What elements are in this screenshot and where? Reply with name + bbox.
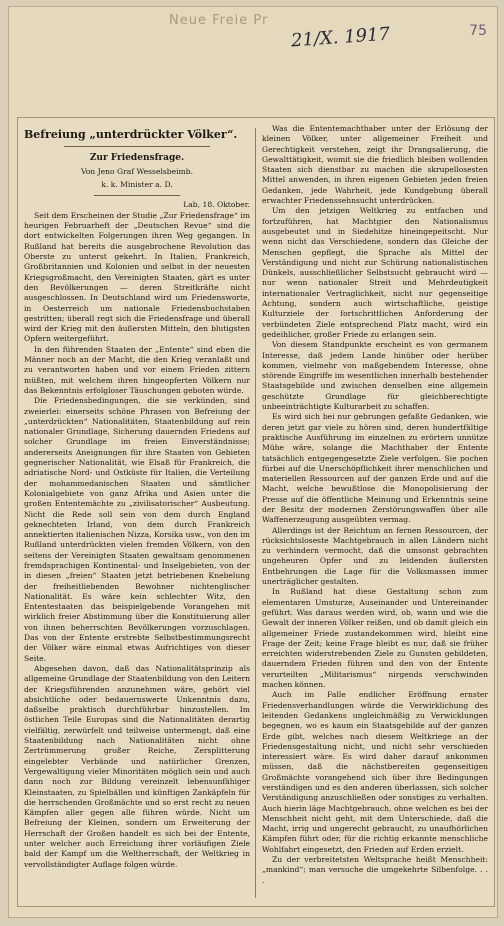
paragraph: Auch im Falle endlicher Eröffnung ernster Friedensverhandlungen würde die Verwirklichung des leitenden Gedankens ungleichmäßig zu Verwicklungen begegnen, wo es kaum ein Staatsgebilde auf der ganzen Erde gibt, welches nach diesem Weltkriege an der Friedensgestaltung nicht, und nicht sehr verschieden interessiert wäre. Es wird daher darauf ankommen müssen, daß die nächstbereiten gegenseitigen Großmächte vorangehend sich über ihre Bedingungen verständigen und es den anderen überlassen, sich solcher Verständigung anzuschließen oder sonstiges zu verhalten. Auch hierin läge Machtgebrauch, ohne welchen es bei der Menschheit nicht geht, mit dem Unterschiede, daß die Macht, irrig und ungerecht gebraucht, zu unaufhörlichen Kämpfen führt oder, für die richtig erkannte menschliche Wohlfahrt eingesetzt, den Frieden auf Erden erzielt.: [262, 690, 488, 854]
paragraph: In Rußland hat diese Gestaltung schon zum elementaren Umsturze, Auseinander und Untereinander geführt. Was daraus werden wird, ob, wann und wie die Gewalt der inneren Völker reißen, und ob damit gleich ein allgemeiner Friede zustandekommen wird, bleibt eine Frage der Zeit; keine Frage bleibt es nur, daß sie früher erreichten widerstrebenden Ziele zu Gunsten gebildeten, dauerndem Frieden führen und den von der Entente verurteilten „Militarismus“ nirgends verschwinden machen können.: [262, 587, 488, 690]
paragraph: Zu der verbreitetsten Weltsprache heißt Menschheit: „mankind“; man versuche die umgekehrte Silbenfolge. . . .: [262, 855, 488, 885]
article-subtitle: Zur Friedensfrage.: [89, 153, 185, 163]
byline-rule: [94, 195, 180, 196]
paragraph: Um den jetzigen Weltkrieg zu entfachen und fortzuführen, hat Machtgier den Nationalismus ausgebeutet und in Siedehitze hineingepeitscht. Nur wenn nicht das Verschiedene, sondern das Gleiche der Menschen gepflegt, die Sprache als Mittel der Verständigung und nicht zur Schürung nationalistischen Dünkels, ausschließlicher Selbstsucht gebraucht wird — nur wenn nationaler Streit und Mehrdeutigkeit internationaler Vertraglichkeit, nicht nur gegenseitige Achtung, sondern auch wirtschaftliche, geistige Kulturziele der fortschrittlichen Anforderung der verbündeten Ziele entsprechend Platz macht, wird ein gedeihlicher, großer Friede zu erlangen sein.: [262, 206, 488, 339]
paragraph: Allerdings ist der Reichtum an fernen Ressourcen, der rücksichtsloseste Machtgebrauch in allen Ländern nicht zu verhindern vermocht, daß die umsonst gebrachten ungeheuren Opfer und zu leidenden äußersten Entbehrungen die Lage für die Volksmassen immer unerträglicher gestalten.: [262, 525, 488, 587]
paragraph: In den führenden Staaten der „Entente“ sind eben die Männer noch an der Macht, die den Krieg veranlaßt und zu verantworten haben und vor einem Frieden zittern müßten, mit welchem ihren hingeopferten Völkern nur das Bekenntnis erfolgloser Täuschungen geboten würde.: [24, 344, 250, 395]
paragraph: Von diesem Standpunkte erscheint es von germanem Interesse, daß jedem Lande hinüber oder herüber kommen, vielmehr von maßgebendem Interesse, ohne störende Eingriffe im wesentlichen innerhalb bestehender Staatsgebilde und zwischen denselben eine allgemein geschützte Grundlage für gleichberechtigte unbeeinträchtigte Kulturarbeit zu schaffen.: [262, 340, 488, 412]
paragraph: Die Friedensbedingungen, die sie verkünden, sind zweierlei: einerseits schöne Phrasen von Befreiung der „unterdrückten“ Nationalitäten, Staatenbildung auf rein nationaler Grundlage, Sicherung dauernden Friedens auf solcher Grundlage im freien Einverständnisse; andererseits Aneignungen für ihre Staaten von Gebieten gegnerischer Nationalität, wie Elsaß für Frankreich, die adriatische Nord- und Ostküste für Italien, die Verteilung der mohammedanischen Staaten und sämtlicher Kolonialgebiete von ganz Afrika und Asien unter die großen Ententemächte zu „zivilisatorischer“ Ausbeutung. Nicht die Rede soll sein von dem durch England geknechteten Irland, von dem durch Frankreich annektierten italienischen Nizza, Korsika usw., von den im Rußland unterdrückten vielen fremden Völkern, von den seitens der Vereinigten Staaten gewaltsam genommenen fremdsprachigen Kontinental- und Inselgebieten, von der in diesen „freien“ Staaten jetzt betriebenen Knebelung der freiheitliebenden Bewohner nichtenglischer Nationalität. Es wäre kein schlechter Witz, den Ententestaaten das beispielgebende Vorangehen mit wirklich freier Abstimmung über die Konstituierung aller von ihnen beherrschten Bevölkerungen vorzuschlagen. Das von der Entente erstrebte Selbstbestimmungsrecht der Völker wäre einmal etwas Aufrichtiges von dieser Seite.: [24, 396, 250, 663]
paragraph: Was die Ententemachthaber unter der Erlösung der kleinen Völker, unter allgemeiner Freiheit und Gerechtigkeit verstehen, zeigt ihr Drangsalierung, die Gewalttätigkeit, womit sie die friedlich bleiben wollenden Staaten sich dienstbar zu machen die skrupellosesten Mittel anwenden, in ihren eigenen Gebieten jeden freien Gedanken, jede Wahrheit, jede Kundgebung überall erwachter Friedenssehnsucht unterdrücken.: [262, 124, 488, 206]
column-divider: [255, 128, 256, 898]
paragraph: Abgesehen davon, daß das Nationalitätsprinzip als allgemeine Grundlage der Staatenbildung von den Leitern der Kriegsführenden anzunehmen wäre, gehört viel absichtliche oder bedauernswerte Unkenntnis dazu, daßselbe praktisch durchführbar hinzustellen. Im östlichen Teile Europas sind die Nationalitäten derartig vielfältig, zerwürfelt und teilweise untermengt, daß eine Staatenbildung nach Nationalitäten nicht ohne Zertrümmerung großer Reiche, Zersplitterung eingelebter Verbände und natürlicher Grenzen, Vergewaltigung vieler Minoritäten möglich sein und auch dann noch zur Bildung vereinzelt lebensunfähiger Kleinstaaten, zu Spielbällen und künftigen Zankäpfeln für die herrschenden Großmächte und so erst recht zu neuen Kämpfen aller gegen alle führen würde. Nicht um Befreiung der Kleinen, sondern um Erweiterung der Herrschaft der Großen handelt es sich bei der Entente, unter welcher auch Erreichung ihrer vorläufigen Ziele bald der Kampf um die Weltherrschaft, der Weltkrieg in vervollständigter Auflage folgen würde.: [24, 663, 250, 869]
title-rule: [64, 146, 210, 147]
newspaper-clipping: [17, 117, 495, 907]
paragraph: Seit dem Erscheinen der Studie „Zur Friedensfrage“ im heurigen Februarheft der „Deutschen Revue“ sind die dort entwickelten Folgerungen ihren Weg gegangen. In Rußland hat bereits die ausgebrochene Revolution das Oberste zu unterst gekehrt. In Italien, Frankreich, Großbritannien und Kolonien und selbst in der neuesten Kriegsgroßmacht, den Vereinigten Staaten, gärt es unter den Bevölkerungen — deren Streitkräfte nicht ausgeschlossen. In Deutschland wird um Friedensworte, in Oesterreich um nationale Friedensbuchstaben gestritten; überall regt sich die Friedensfrage und überall wird der Krieg mit den äußersten Mitteln, den blutigsten Opfern weitergeführt.: [24, 210, 250, 344]
newspaper-page: [8, 6, 498, 918]
dateline: Lab, 18. Oktober.: [183, 199, 250, 209]
paragraph: Es wird sich bei nur gebrungen gefaßte Gedanken, wie deren jetzt gar viele zu hören sind, deren hundertfältige praktische Ausführung im einzelnen zu erörtern unnütze Mühe wäre, solange die Machthaber der Entente tatsächlich entgegengesetzte Ziele verfolgen. Sie pochen fürbei auf die Unerschöpflichkeit ihrer menschlichen und materiellen Ressourcen auf der ganzen Erde und auf die Macht, welche bewußtlose die Monopolisierung der Presse auf die öffentliche Meinung und Erkenntnis seine der Besitz der modernen Zerstörungswaffen über alle Waffenerzeugung ausgeübten vermag.: [262, 412, 488, 525]
author-role: k. k. Minister a. D.: [101, 180, 173, 190]
article-author: Von Jeno Graf Wesselsbeimb.: [80, 167, 194, 176]
right-column: [262, 124, 488, 900]
page-number: 75: [469, 23, 487, 39]
left-column: [24, 124, 250, 900]
masthead: Neue Freie Pr: [169, 13, 269, 28]
article-title: Befreiung „unterdrückter Völker“.: [24, 128, 238, 141]
handwritten-date: 21/X. 1917: [290, 23, 391, 52]
